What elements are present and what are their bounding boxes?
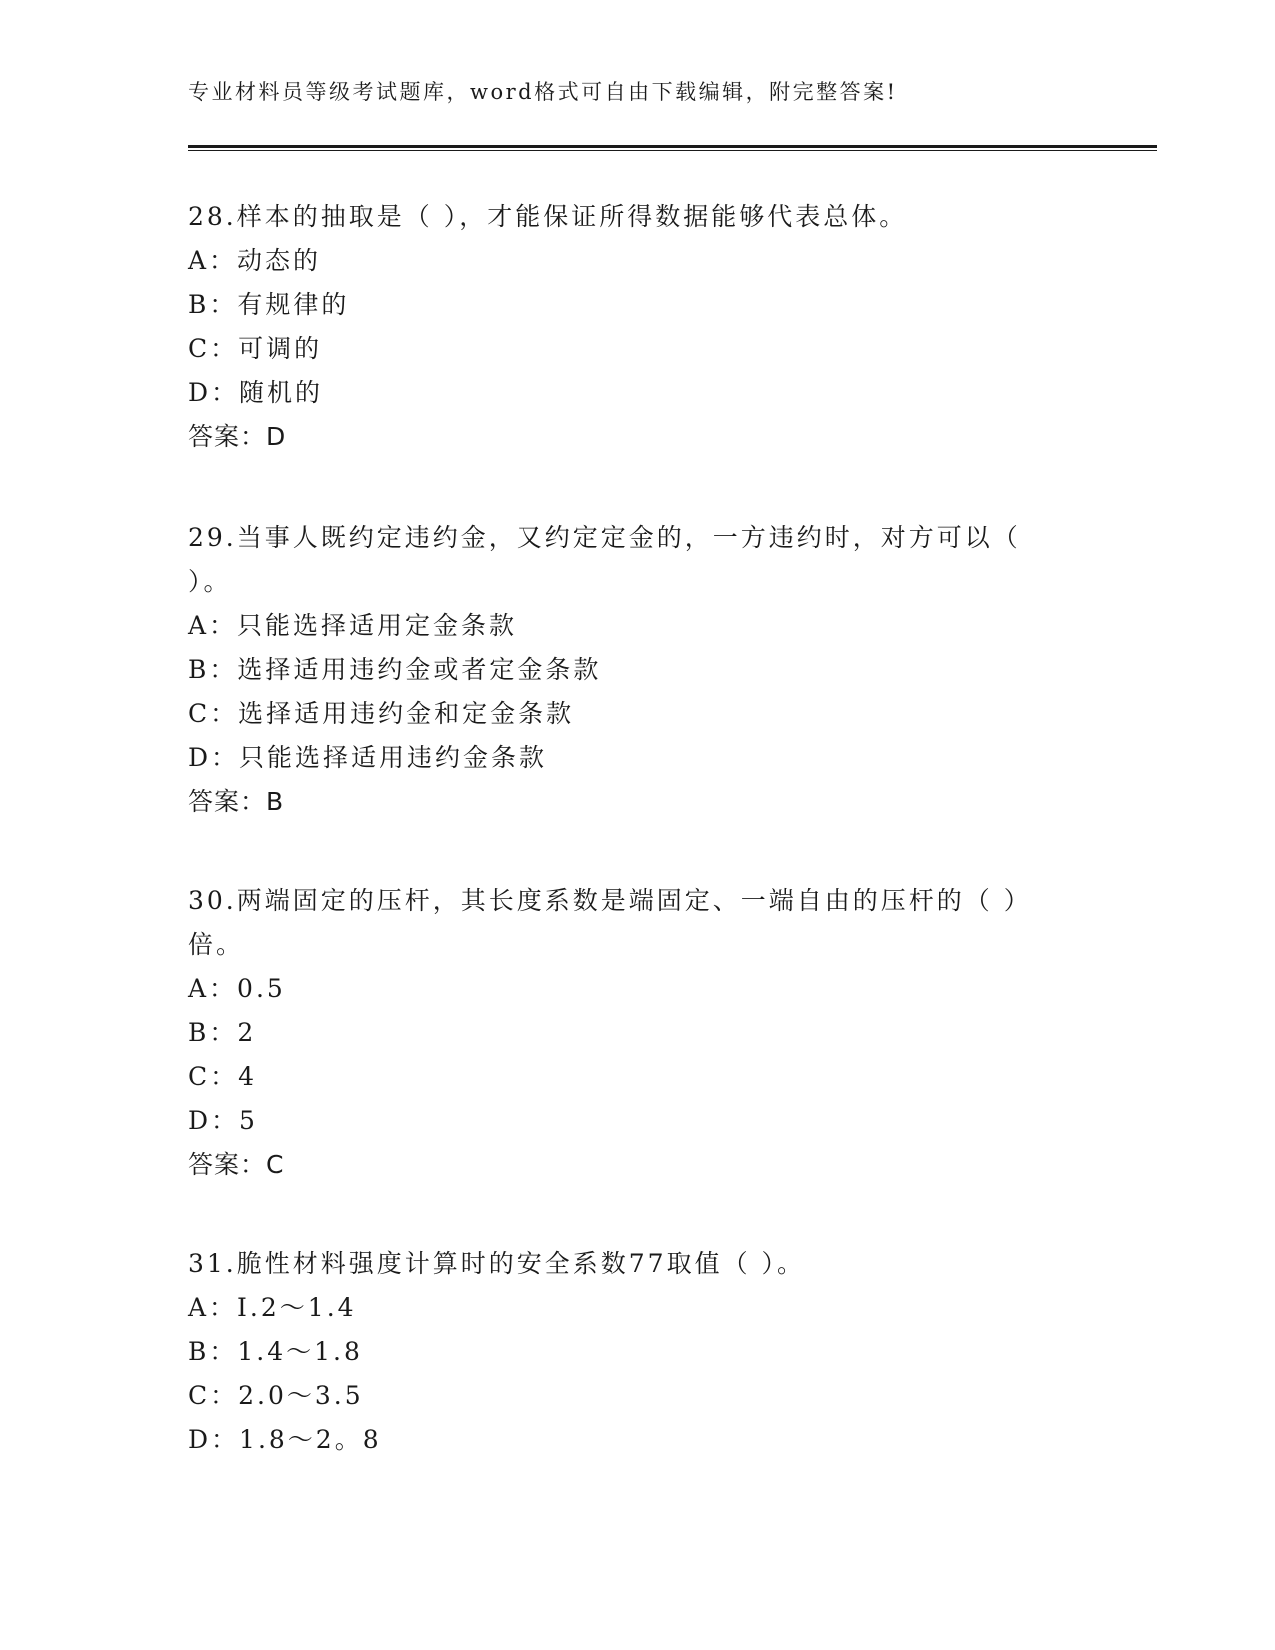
option-c: C：选择适用违约金和定金条款 (188, 699, 575, 728)
option-b: B：2 (188, 1018, 257, 1047)
option-d: D：随机的 (188, 378, 324, 407)
option-c: C：可调的 (188, 334, 323, 363)
header-rule-thick (188, 145, 1157, 148)
answer-label: 答案：C (188, 1150, 285, 1179)
option-c: C：2.0～3.5 (188, 1381, 364, 1410)
question-stem-cont: ）。 (188, 567, 232, 596)
answer-label: 答案：B (188, 787, 285, 816)
question-stem: 31.脆性材料强度计算时的安全系数77取值（ ）。 (188, 1249, 806, 1278)
option-a: A：动态的 (188, 246, 322, 275)
option-d: D：只能选择适用违约金条款 (188, 743, 548, 772)
option-b: B：有规律的 (188, 290, 350, 319)
answer-label: 答案：D (188, 422, 287, 451)
question-stem: 30.两端固定的压杆，其长度系数是端固定、一端自由的压杆的（ ） (188, 886, 1032, 915)
header-rule-thin (188, 150, 1157, 151)
page-header: 专业材料员等级考试题库，word格式可自由下载编辑，附完整答案! (188, 80, 898, 104)
option-a: A：0.5 (188, 974, 286, 1003)
option-a: A：I.2～1.4 (188, 1293, 357, 1322)
option-d: D：1.8～2。8 (188, 1425, 382, 1454)
question-stem: 28.样本的抽取是（ ），才能保证所得数据能够代表总体。 (188, 202, 908, 231)
option-d: D：5 (188, 1106, 258, 1135)
option-c: C：4 (188, 1062, 258, 1091)
question-stem: 29.当事人既约定违约金，又约定定金的，一方违约时，对方可以（ (188, 523, 1021, 552)
option-b: B：1.4～1.8 (188, 1337, 363, 1366)
option-b: B：选择适用违约金或者定金条款 (188, 655, 602, 684)
question-stem-cont: 倍。 (188, 930, 245, 959)
option-a: A：只能选择适用定金条款 (188, 611, 518, 640)
